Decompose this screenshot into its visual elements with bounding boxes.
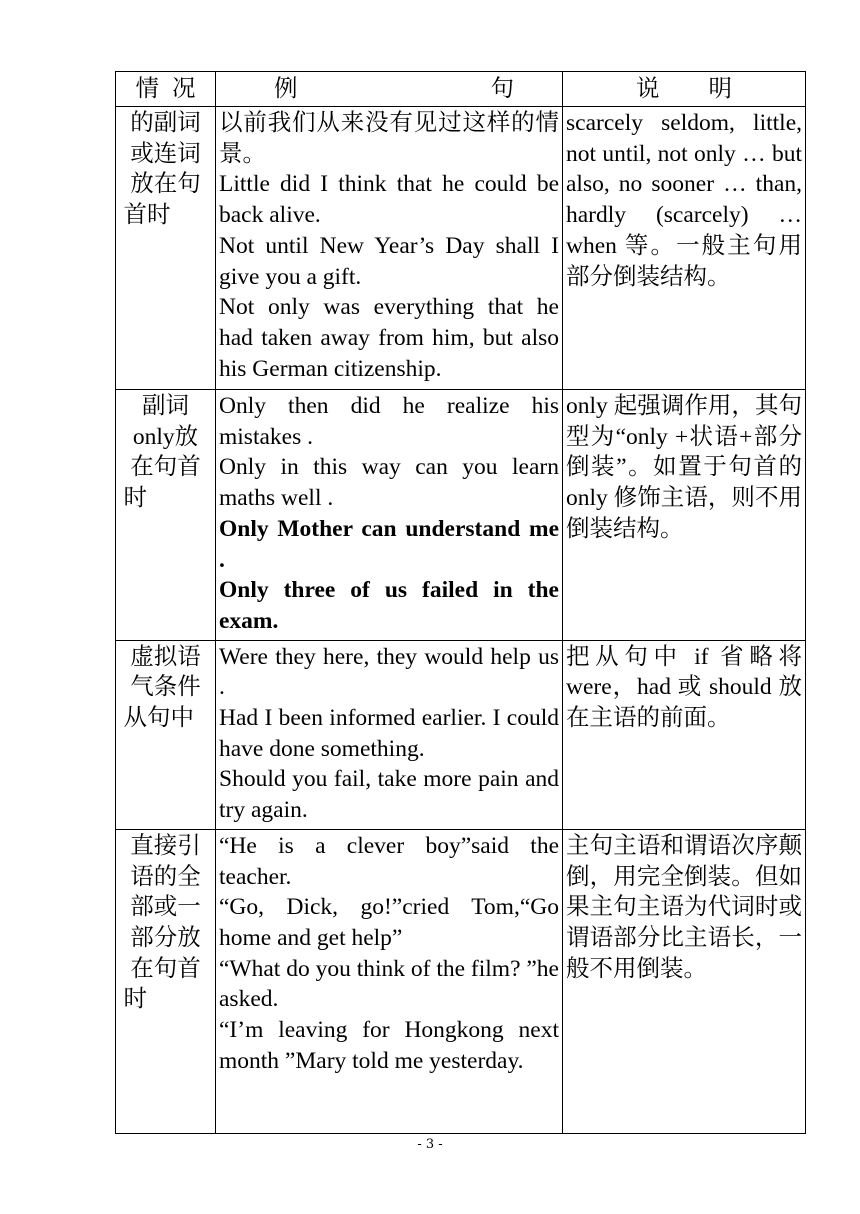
situation-cell: 直接引语的全部或一部分放在句首时	[116, 829, 216, 1133]
example-sentence: Not only was everything that he had taken away from him, but also his German citizenship.	[219, 294, 559, 382]
page-number: - 3 -	[417, 1137, 443, 1152]
example-sentence: Not until New Year’s Day shall I give you a gift.	[219, 232, 559, 290]
examples-cell	[216, 640, 563, 829]
example-sentence: Were they here, they would help us .	[219, 643, 559, 701]
explanation-cell: 把从句中 if 省略将 were，had 或 should 放在主语的前面。	[563, 640, 806, 829]
explanation-cell: only 起强调作用，其句型为“only +状语+部分倒装”。如置于句首的 only 修饰主语，则不用倒装结构。	[563, 390, 806, 641]
example-sentence: Only in this way can you learn maths well .	[219, 454, 559, 512]
situation-cell: 的副词或连词放在句首时	[116, 107, 216, 390]
table-row	[116, 640, 806, 829]
example-sentence: Only then did he realize his mistakes .	[219, 393, 559, 450]
example-sentence: “He is a clever boy”said the teacher.	[219, 832, 559, 890]
table-row	[116, 390, 806, 641]
table-header-row	[116, 72, 806, 107]
header-example: 例 句	[216, 72, 563, 107]
example-sentence: Should you fail, take more pain and try again.	[219, 766, 559, 824]
example-sentence: “What do you think of the film? ”he asked.	[219, 955, 559, 1013]
example-sentence-bold: Only Mother can understand me .	[219, 515, 559, 573]
example-sentence-bold: Only three of us failed in the exam.	[219, 577, 559, 634]
explanation-cell: scarcely seldom, little, not until, not only … but also, no sooner … than, hardly (scarcely) …when 等。一般主句用部分倒装结构。	[563, 107, 806, 390]
examples-cell	[216, 390, 563, 641]
examples-cell	[216, 107, 563, 390]
header-explanation: 说 明	[563, 72, 806, 107]
examples-cell	[216, 829, 563, 1133]
situation-cell: 虚拟语气条件从句中	[116, 640, 216, 829]
header-situation: 情 况	[116, 72, 216, 107]
example-sentence: “I’m leaving for Hongkong next month ”Mary told me yesterday.	[219, 1017, 559, 1074]
example-sentence: Had I been informed earlier. I could have done something.	[219, 705, 559, 762]
table-row	[116, 107, 806, 390]
inversion-table	[115, 71, 806, 1134]
example-sentence: “Go, Dick, go!”cried Tom,“Go home and get help”	[219, 894, 559, 951]
situation-cell: 副词only放在句首时	[116, 390, 216, 641]
explanation-cell: 主句主语和谓语次序颠倒，用完全倒装。但如果主句主语为代词时或谓语部分比主语长，一般不用倒装。	[563, 829, 806, 1133]
example-sentence: Little did I think that he could be back alive.	[219, 171, 559, 229]
example-sentence: 以前我们从来没有见过这样的情景。	[219, 110, 559, 167]
table-row	[116, 829, 806, 1133]
